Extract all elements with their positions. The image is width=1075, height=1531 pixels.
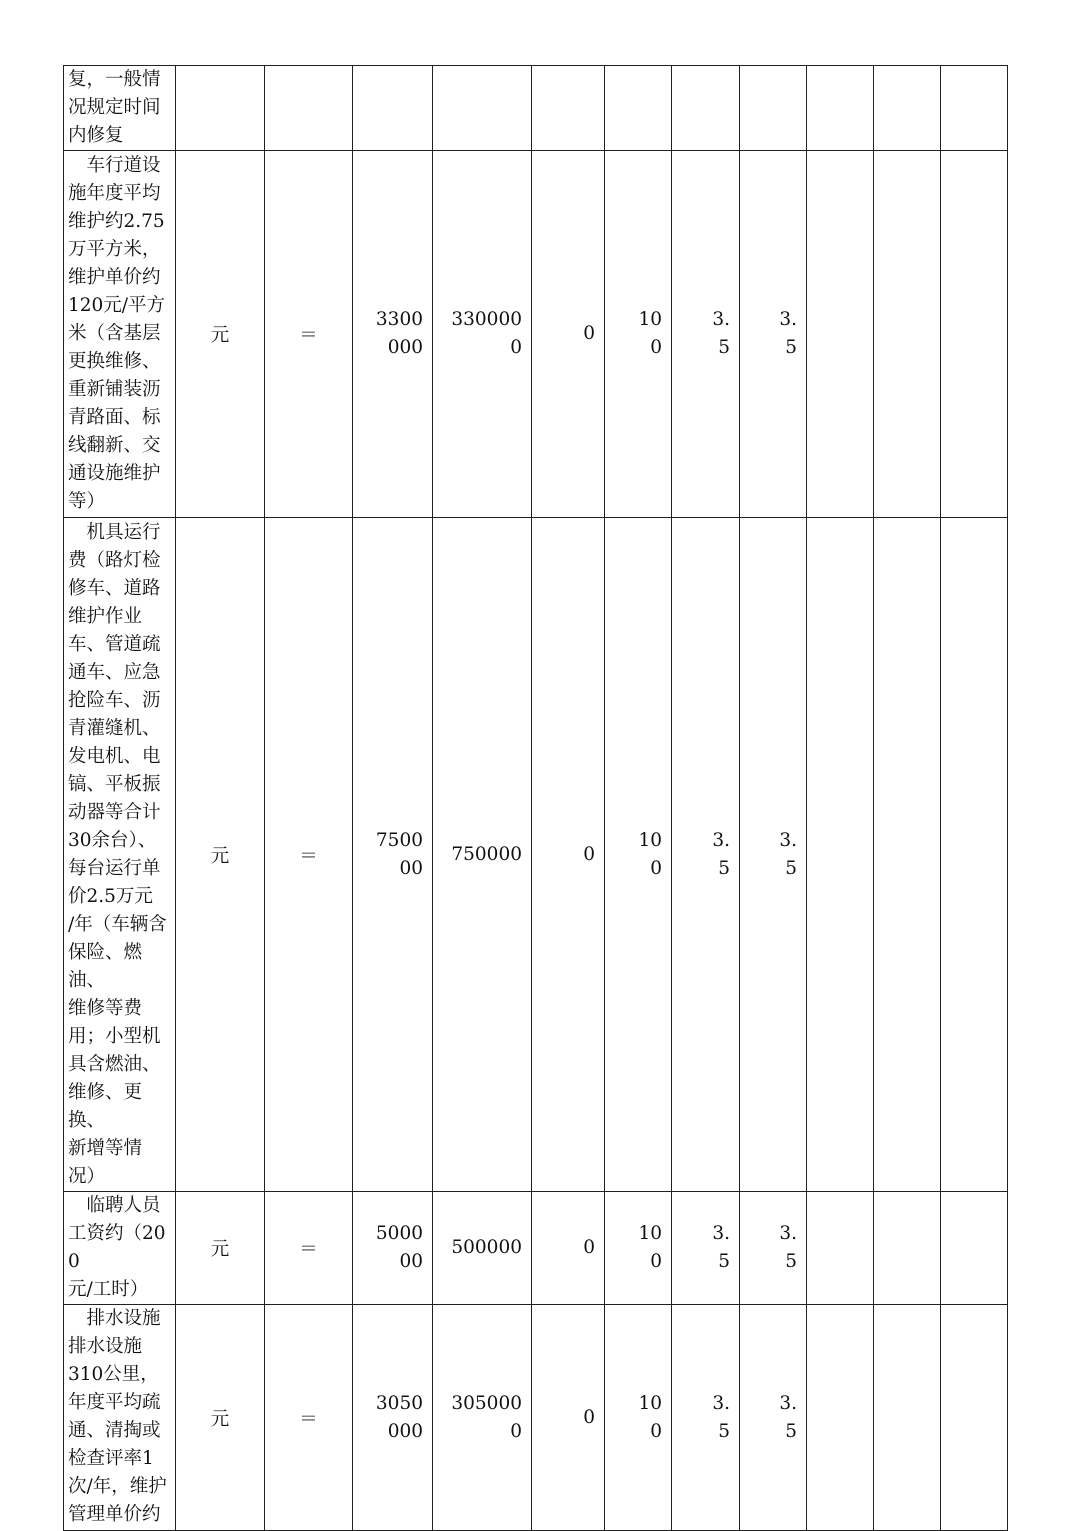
budget-table	[63, 65, 1008, 1531]
value-cell	[672, 1192, 740, 1305]
value-text: 3. 5	[779, 309, 797, 358]
value-text: 3. 5	[779, 829, 797, 879]
empty-cell	[874, 518, 941, 1192]
operator-cell: ＝	[265, 151, 353, 518]
empty-cell	[874, 1192, 941, 1305]
value-cell	[532, 151, 605, 518]
value-cell	[353, 66, 433, 151]
table-row	[64, 151, 1008, 518]
value-cell	[433, 151, 532, 518]
unit-cell	[176, 66, 265, 151]
value-cell	[433, 1305, 532, 1531]
value-cell	[532, 518, 605, 1192]
value-text: 3300 000	[375, 309, 423, 358]
table-row	[64, 518, 1008, 1192]
empty-cell	[874, 1305, 941, 1531]
operator-cell: ＝	[265, 1192, 353, 1305]
unit-cell: 元	[176, 1305, 265, 1531]
value-cell	[740, 1305, 807, 1531]
empty-cell	[941, 151, 1008, 518]
value-text: 10 0	[638, 1392, 662, 1442]
value-text: 0	[583, 323, 595, 344]
value-text: 0	[583, 1237, 595, 1258]
table-row	[64, 1192, 1008, 1305]
value-cell	[740, 518, 807, 1192]
value-cell	[672, 518, 740, 1192]
description-cell	[64, 1305, 176, 1531]
empty-cell	[807, 1192, 874, 1305]
value-cell	[433, 518, 532, 1192]
value-text: 10 0	[638, 309, 662, 358]
value-text: 0	[583, 1406, 595, 1428]
value-text: 3. 5	[712, 829, 730, 879]
description-text: 车行道设 施年度平均 维护约2.75 万平方米， 维护单价约 120元/平方 米（含基层 更换维修、 重新铺装沥 青路面、标 线翻新、交 通设施维护 等）	[68, 155, 166, 512]
value-cell	[605, 66, 672, 151]
unit-cell: 元	[176, 518, 265, 1192]
value-cell	[672, 151, 740, 518]
description-text: 复，一般情 况规定时间 内修复	[68, 69, 161, 146]
description-cell	[64, 518, 176, 1192]
empty-cell	[807, 151, 874, 518]
value-cell	[433, 1192, 532, 1305]
table-row	[64, 1305, 1008, 1531]
description-cell	[64, 1192, 176, 1305]
value-cell	[433, 66, 532, 151]
value-cell	[605, 518, 672, 1192]
operator-cell: ＝	[265, 1305, 353, 1531]
description-cell	[64, 66, 176, 151]
value-text: 305000 0	[451, 1392, 522, 1442]
empty-cell	[807, 518, 874, 1192]
value-cell	[532, 66, 605, 151]
description-cell	[64, 151, 176, 518]
value-cell	[672, 1305, 740, 1531]
value-cell	[740, 151, 807, 518]
value-cell	[353, 1192, 433, 1305]
value-cell	[740, 66, 807, 151]
value-cell	[605, 151, 672, 518]
value-text: 750000	[451, 843, 522, 865]
empty-cell	[807, 1305, 874, 1531]
value-cell	[672, 66, 740, 151]
empty-cell	[874, 66, 941, 151]
operator-cell	[265, 66, 353, 151]
value-text: 3. 5	[712, 1392, 730, 1442]
unit-cell: 元	[176, 1192, 265, 1305]
value-text: 3050 000	[375, 1392, 423, 1442]
empty-cell	[941, 1305, 1008, 1531]
empty-cell	[941, 66, 1008, 151]
value-cell	[605, 1192, 672, 1305]
value-cell	[353, 151, 433, 518]
value-cell	[353, 518, 433, 1192]
empty-cell	[807, 66, 874, 151]
value-text: 3. 5	[712, 1223, 730, 1272]
description-text: 临聘人员 工资约（200 元/工时）	[68, 1195, 166, 1300]
value-cell	[605, 1305, 672, 1531]
empty-cell	[874, 151, 941, 518]
value-text: 10 0	[638, 1223, 662, 1272]
value-text: 10 0	[638, 829, 662, 879]
value-text: 3. 5	[779, 1223, 797, 1272]
value-text: 7500 00	[375, 829, 423, 879]
description-text: 排水设施 排水设施 310公里， 年度平均疏 通、清掏或 检查评率1 次/年，维护 管理单价约	[68, 1308, 167, 1525]
value-text: 500000	[451, 1237, 522, 1258]
value-cell	[740, 1192, 807, 1305]
value-cell	[532, 1192, 605, 1305]
description-text: 机具运行 费（路灯检 修车、道路 维护作业 车、管道疏 通车、应急 抢险车、沥 青灌缝机、 发电机、电 镐、平板振 动器等合计 30余台）、 每台运行单 价2.5万元 /年（车辆含 保险、燃油、 维修等费 用；小型机 具含燃油、 维修、更换、 新增等情 况）	[68, 522, 167, 1187]
unit-cell: 元	[176, 151, 265, 518]
value-text: 3. 5	[712, 309, 730, 358]
value-cell	[532, 1305, 605, 1531]
value-text: 0	[583, 843, 595, 865]
value-text: 330000 0	[451, 309, 522, 358]
table-row	[64, 66, 1008, 151]
operator-cell: ＝	[265, 518, 353, 1192]
empty-cell	[941, 518, 1008, 1192]
value-cell	[353, 1305, 433, 1531]
value-text: 3. 5	[779, 1392, 797, 1442]
value-text: 5000 00	[375, 1223, 423, 1272]
empty-cell	[941, 1192, 1008, 1305]
